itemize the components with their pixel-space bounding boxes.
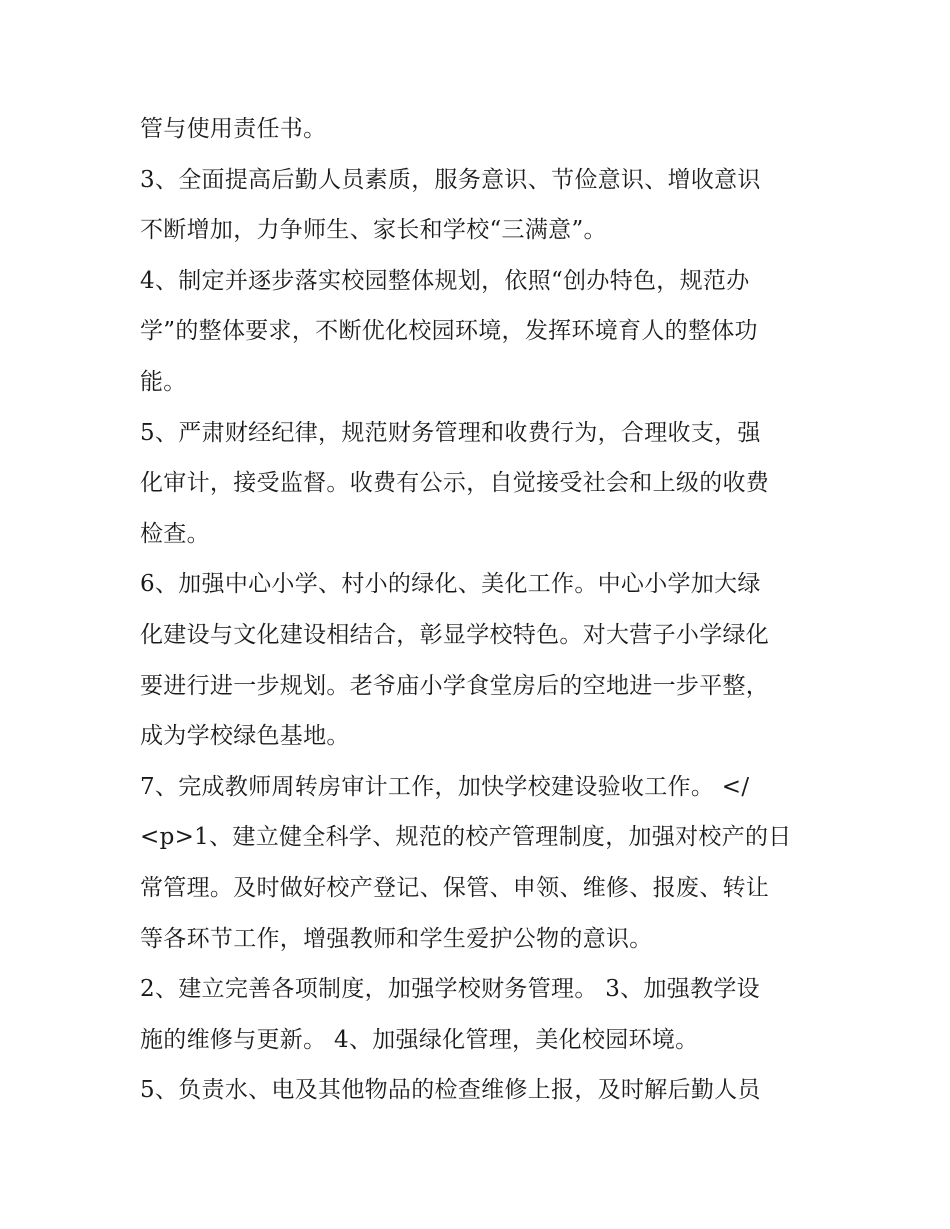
text-line: 能。: [140, 368, 187, 395]
text-line: 学”的整体要求，不断优化校园环境，发挥环境育人的整体功: [140, 318, 758, 345]
text-line: 管与使用责任书。: [140, 116, 327, 142]
text-line: 化建设与文化建设相结合，彰显学校特色。对大营子小学绿化: [140, 621, 770, 648]
text-line: 施的维修与更新。 4、加强绿化管理，美化校园环境。: [140, 1026, 699, 1053]
text-line: <p>1、建立健全科学、规范的校产管理制度，加强对校产的日: [140, 824, 792, 851]
text-line: 6、加强中心小学、村小的绿化、美化工作。中心小学加大绿: [140, 571, 761, 598]
text-line: 等各环节工作，增强教师和学生爱护公物的意识。: [140, 925, 653, 952]
text-line: 常管理。及时做好校产登记、保管、申领、维修、报废、转让: [140, 874, 770, 901]
text-line: 3、全面提高后勤人员素质，服务意识、节俭意识、增收意识: [140, 166, 761, 193]
text-line: 5、严肃财经纪律，规范财务管理和收费行为，合理收支，强: [140, 419, 761, 446]
text-line: 2、建立完善各项制度，加强学校财务管理。 3、加强教学设: [140, 976, 760, 1003]
text-line: 4、制定并逐步落实校园整体规划，依照“创办特色，规范办: [140, 267, 750, 294]
text-line: 要进行进一步规划。老爷庙小学食堂房后的空地进一步平整，: [140, 672, 770, 699]
text-line: 不断增加，力争师生、家长和学校“三满意”。: [140, 217, 607, 244]
text-line: 成为学校绿色基地。: [140, 723, 350, 750]
text-line: 化审计，接受监督。收费有公示，自觉接受社会和上级的收费: [140, 470, 770, 497]
text-line: 检查。: [140, 520, 210, 547]
text-line: 5、负责水、电及其他物品的检查维修上报，及时解后勤人员: [140, 1077, 761, 1104]
text-line: 7、完成教师周转房审计工作，加快学校建设验收工作。 </: [140, 773, 750, 800]
document-body: [140, 104, 820, 1116]
